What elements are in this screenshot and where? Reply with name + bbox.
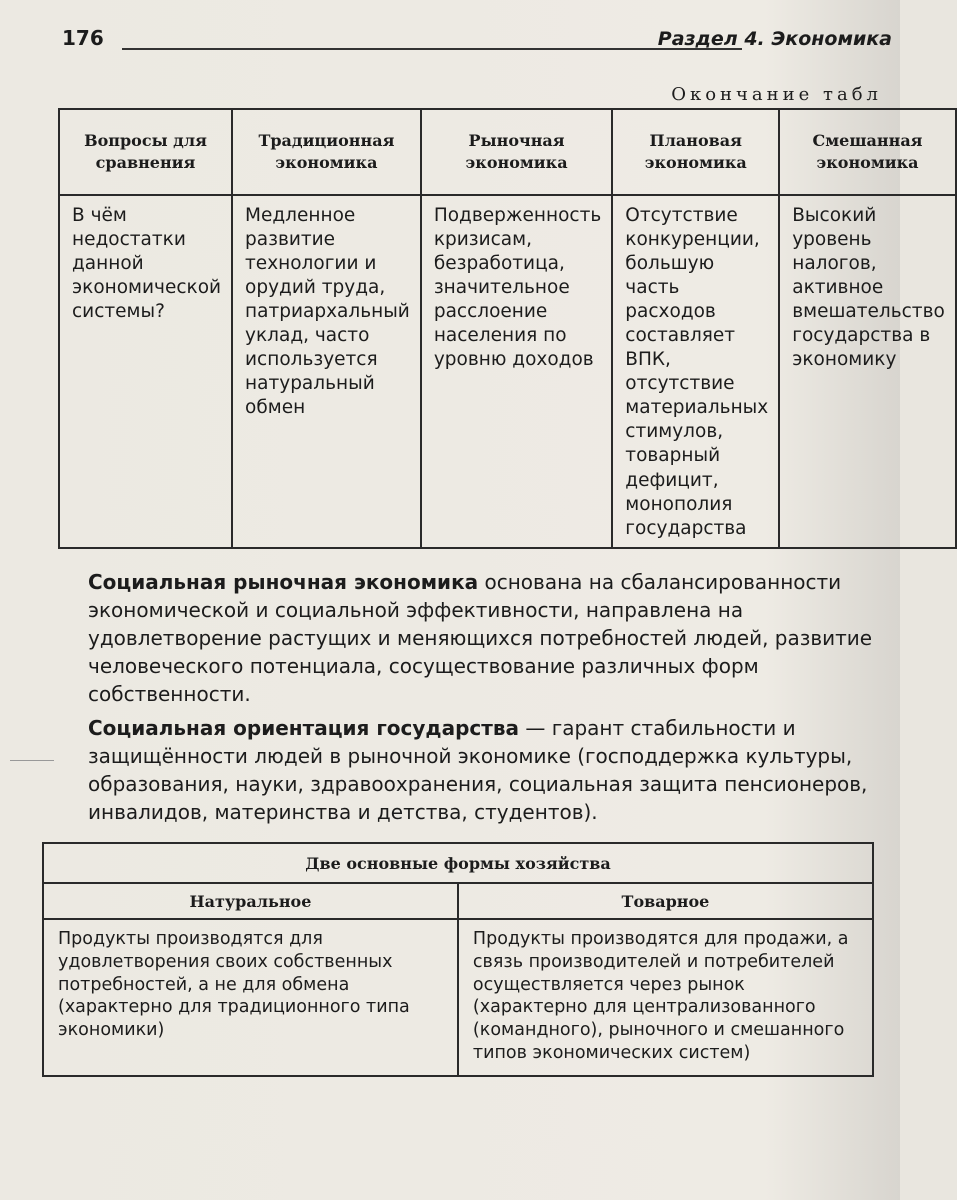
definition: — гарант стабильности и защищённости людей в рыночной экономике (господдержка культуры, образования, науки, здравоохранения, социальная защита пенсионеров, инвалидов, материнства и детства, студентов).	[88, 716, 868, 824]
page-header	[62, 22, 900, 62]
table-end-label: Окончание табл	[671, 84, 882, 105]
column-header: Товарное	[458, 883, 873, 919]
column-header: Вопросы для сравнения	[59, 109, 232, 195]
definition: основана на сбалансированности экономической и социальной эффективности, направлена на удовлетворение растущих и меняющихся потребностей людей, развитие человеческого потенциала, сосуществование различных форм собственности.	[88, 570, 873, 706]
section-title: Раздел 4. Экономика	[657, 28, 892, 50]
column-header: Плановая экономика	[612, 109, 779, 195]
table-cell: Продукты производятся для продажи, а связь производителей и потребителей осуществляется через рынок (характерно для централизованного (командного), рыночного и смешанного типов экономических систем)	[458, 919, 873, 1076]
body-text	[88, 568, 878, 832]
margin-mark	[10, 760, 54, 761]
column-header: Смешанная экономика	[779, 109, 956, 195]
table-caption: Две основные формы хозяйства	[43, 843, 873, 883]
table-cell: Высокий уровень налогов, активное вмешательство государства в экономику	[779, 195, 956, 548]
table-cell: В чём недостатки данной экономической системы?	[59, 195, 232, 548]
economy-forms-table	[42, 842, 874, 1077]
economy-comparison-table	[58, 108, 957, 549]
table-cell: Отсутствие конкуренции, большую часть расходов составляет ВПК, отсутствие материальных стимулов, товарный дефицит, монополия государства	[612, 195, 779, 548]
table-header-row	[59, 109, 956, 195]
term: Социальная рыночная экономика	[88, 570, 479, 594]
table-cell: Продукты производятся для удовлетворения своих собственных потребностей, а не для обмена (характерно для традиционного типа экономики)	[43, 919, 458, 1076]
table-cell: Подверженность кризисам, безработица, значительное расслоение населения по уровню доходов	[421, 195, 612, 548]
table-caption-row	[43, 843, 873, 883]
page-number: 176	[62, 26, 104, 50]
table-header-row	[43, 883, 873, 919]
table-cell: Медленное развитие технологии и орудий труда, патриархальный уклад, часто используется натуральный обмен	[232, 195, 421, 548]
term: Социальная ориентация государства	[88, 716, 519, 740]
column-header: Натуральное	[43, 883, 458, 919]
column-header: Традиционная экономика	[232, 109, 421, 195]
table-row	[59, 195, 956, 548]
header-rule	[122, 48, 742, 50]
paragraph-social-orientation	[88, 714, 878, 826]
table-row	[43, 919, 873, 1076]
column-header: Рыночная экономика	[421, 109, 612, 195]
paragraph-social-market-economy	[88, 568, 878, 708]
